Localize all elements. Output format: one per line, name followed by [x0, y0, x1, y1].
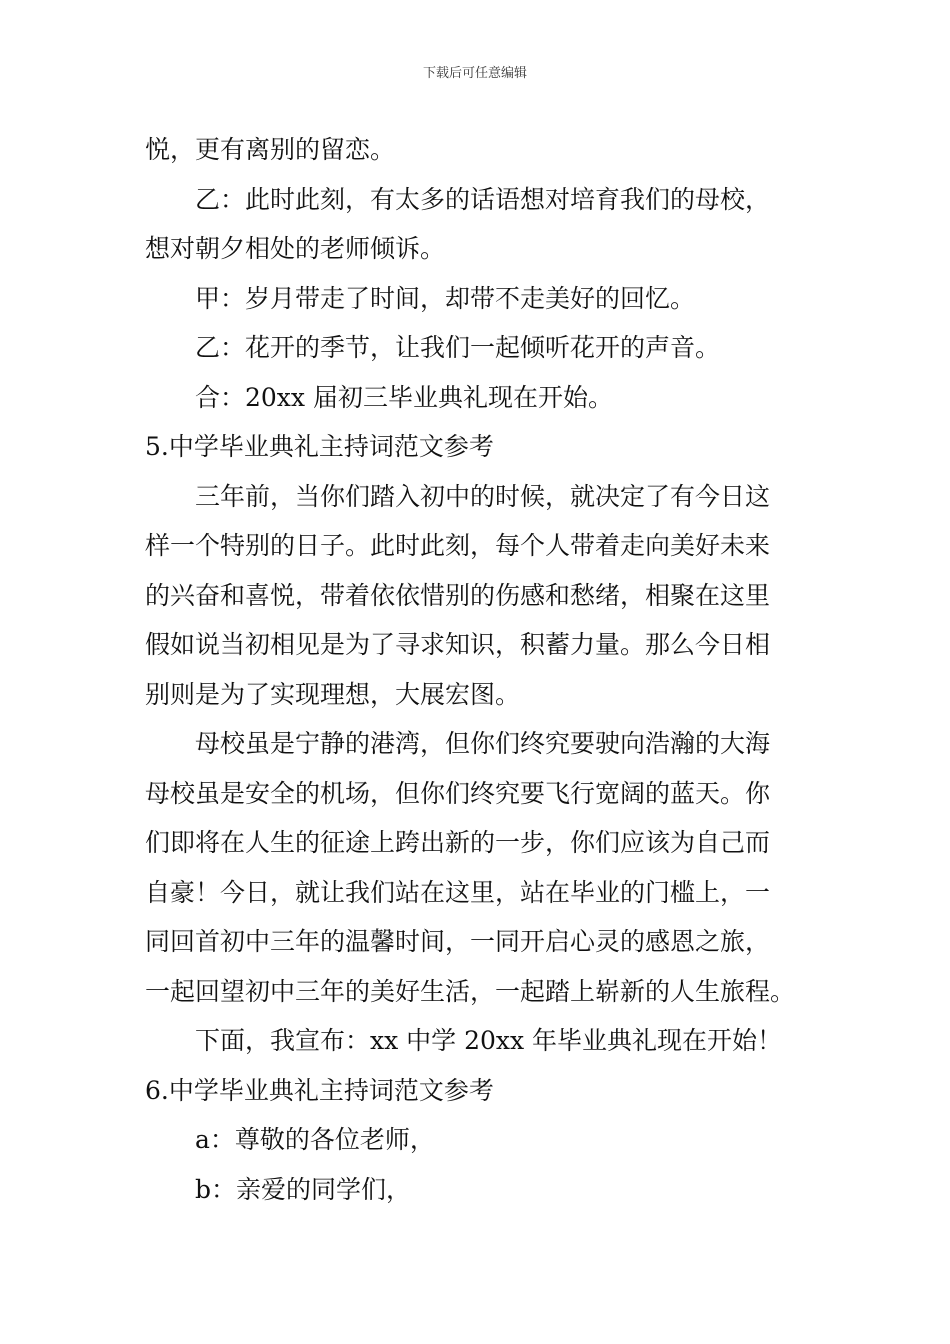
- text-line: 三年前，当你们踏入初中的时候，就决定了有今日这: [195, 481, 771, 511]
- text-line: 想对朝夕相处的老师倾诉。: [145, 234, 446, 263]
- text-line: 一起回望初中三年的美好生活，一起踏上崭新的人生旅程。: [145, 976, 796, 1006]
- text-line: 乙：花开的季节，让我们一起倾听花开的声音。: [195, 333, 721, 362]
- text-line: 下面，我宣布：xx 中学 20xx 年毕业典礼现在开始！: [195, 1026, 783, 1055]
- text-line: 别则是为了实现理想，大展宏图。: [145, 679, 521, 709]
- page-header: 下载后可任意编辑: [422, 66, 527, 81]
- text-line: 母校虽是安全的机场，但你们终究要飞行宽阔的蓝天。你: [145, 778, 771, 808]
- text-line: 假如说当初相见是为了寻求知识，积蓄力量。那么今日相: [145, 630, 771, 659]
- text-line: 母校虽是宁静的港湾，但你们终究要驶向浩瀚的大海: [195, 729, 771, 758]
- text-line: 们即将在人生的征途上跨出新的一步，你们应该为自己而: [145, 828, 771, 857]
- text-line: 悦，更有离别的留恋。: [145, 135, 396, 164]
- text-line: 的兴奋和喜悦，带着依依惜别的伤感和愁绪，相聚在这里: [145, 580, 771, 610]
- text-line: 6.中学毕业典礼主持词范文参考: [145, 1075, 494, 1105]
- document-body: [145, 125, 810, 1214]
- text-line: a：尊敬的各位老师，: [195, 1125, 435, 1154]
- text-line: 乙：此时此刻，有太多的话语想对培育我们的母校，: [195, 184, 771, 214]
- text-line: 样一个特别的日子。此时此刻，每个人带着走向美好未来: [145, 531, 771, 560]
- text-line: b：亲爱的同学们，: [195, 1174, 412, 1204]
- text-line: 自豪！今日，就让我们站在这里，站在毕业的门槛上，一: [145, 877, 771, 907]
- text-line: 合：20xx 届初三毕业典礼现在开始。: [195, 382, 613, 412]
- text-line: 5.中学毕业典礼主持词范文参考: [145, 432, 494, 461]
- text-line: 甲：岁月带走了时间，却带不走美好的回忆。: [195, 283, 696, 313]
- text-line: 同回首初中三年的温馨时间，一同开启心灵的感恩之旅，: [145, 927, 771, 956]
